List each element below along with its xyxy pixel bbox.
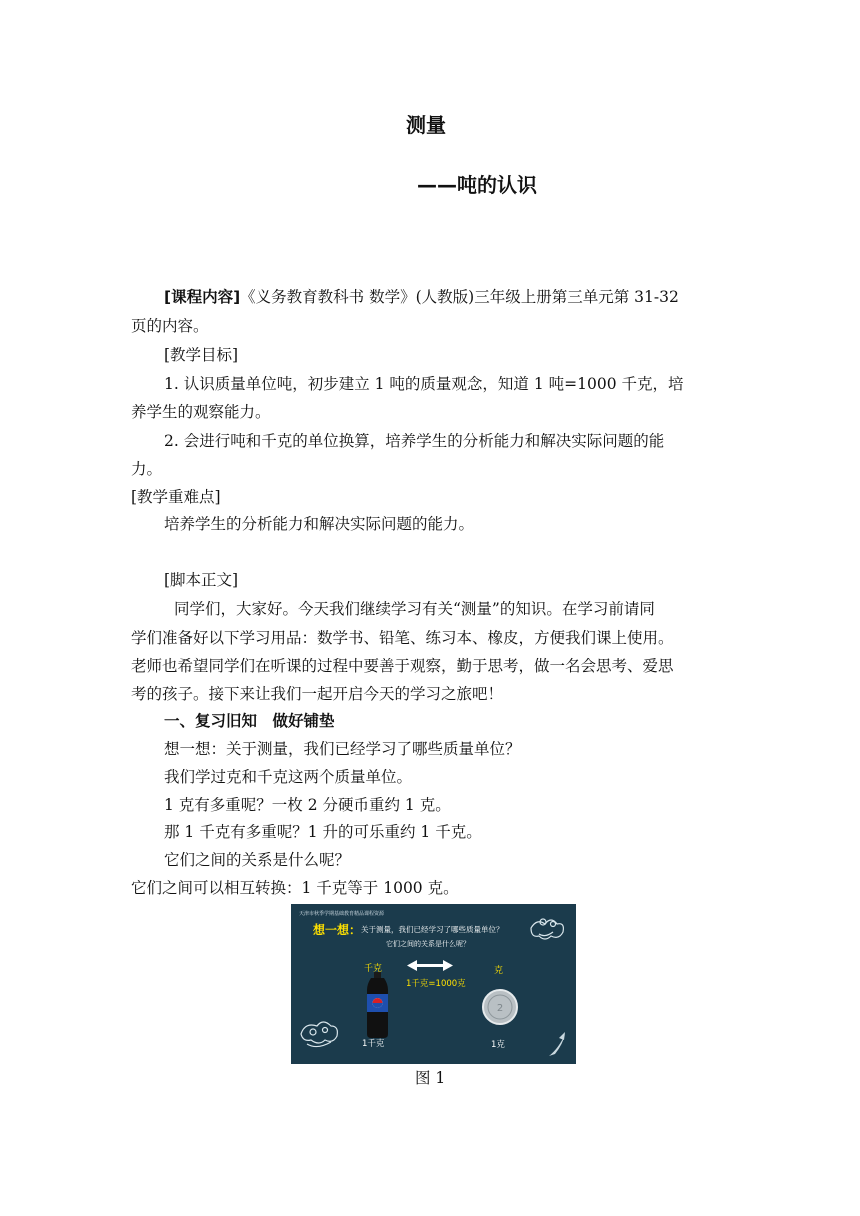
cola-bottle-icon [367, 972, 388, 1038]
relation-question-line: 它们之间的关系是什么呢？ [164, 851, 351, 869]
learned-line: 我们学过克和千克这两个质量单位。 [164, 768, 413, 786]
course-text-cont: 页的内容。 [131, 317, 209, 335]
figure-think-label: 想一想： [313, 923, 362, 937]
figure-kg-caption: 1千克 [362, 1039, 385, 1049]
figure-equation: 1千克=1000克 [406, 979, 466, 989]
goal-2-line-1: 2. 会进行吨和千克的单位换算，培养学生的分析能力和解决实际问题的能 [164, 432, 665, 450]
think-line: 想一想：关于测量，我们已经学习了哪些质量单位？ [164, 740, 521, 758]
goal-2-line-2: 力。 [131, 460, 163, 478]
goal-1-line-2: 养学生的观察能力。 [131, 403, 271, 421]
page-title: 测量 [406, 113, 446, 137]
page-subtitle: ——吨的认识 [417, 173, 537, 197]
course-label: [课程内容] [164, 288, 241, 306]
course-paragraph [164, 287, 679, 307]
fish-icon [549, 1032, 565, 1056]
cloud-swirl-icon [531, 919, 563, 939]
course-text: 《义务教育教科书 数学》(人教版)三年级上册第三单元第 31-32 [240, 288, 679, 306]
script-label: [脚本正文] [164, 571, 239, 589]
key-points-text: 培养学生的分析能力和解决实际问题的能力。 [164, 515, 475, 533]
goal-1-line-1: 1. 认识质量单位吨，初步建立 1 吨的质量观念，知道 1 吨=1000 千克，培 [164, 375, 684, 393]
relation-answer-line: 它们之间可以相互转换：1 千克等于 1000 克。 [131, 879, 459, 897]
double-arrow-icon [407, 960, 453, 971]
gram-line: 1 克有多重呢？一枚 2 分硬币重约 1 克。 [164, 796, 451, 814]
cloud-swirl-icon-left [301, 1022, 337, 1047]
figure-caption: 图 1 [415, 1069, 446, 1087]
section-1-heading: 一、复习旧知 做好铺垫 [164, 712, 335, 730]
svg-text:2: 2 [496, 1003, 504, 1014]
figure-1-slide [291, 904, 576, 1064]
goals-label: [教学目标] [164, 346, 239, 364]
script-line-1: 同学们，大家好。今天我们继续学习有关“测量”的知识。在学习前请同 [174, 600, 655, 618]
figure-header: 天津市秋季学期基础教育精品课程资源 [299, 911, 385, 917]
key-points-label: [教学重难点] [131, 488, 221, 506]
script-line-2: 学们准备好以下学习用品：数学书、铅笔、练习本、橡皮，方便我们课上使用。 [131, 629, 674, 647]
coin-icon [483, 990, 517, 1024]
figure-question-1: 关于测量，我们已经学习了哪些质量单位？ [361, 925, 504, 934]
script-line-4: 考的孩子。接下来让我们一起开启今天的学习之旅吧！ [131, 685, 504, 703]
figure-g-label: 克 [494, 966, 504, 976]
figure-g-caption: 1克 [491, 1040, 505, 1050]
figure-kg-label: 千克 [364, 964, 383, 974]
script-line-3: 老师也希望同学们在听课的过程中要善于观察，勤于思考，做一名会思考、爱思 [131, 657, 674, 675]
kilogram-line: 那 1 千克有多重呢？1 升的可乐重约 1 千克。 [164, 823, 482, 841]
figure-question-2: 它们之间的关系是什么呢？ [386, 940, 470, 948]
